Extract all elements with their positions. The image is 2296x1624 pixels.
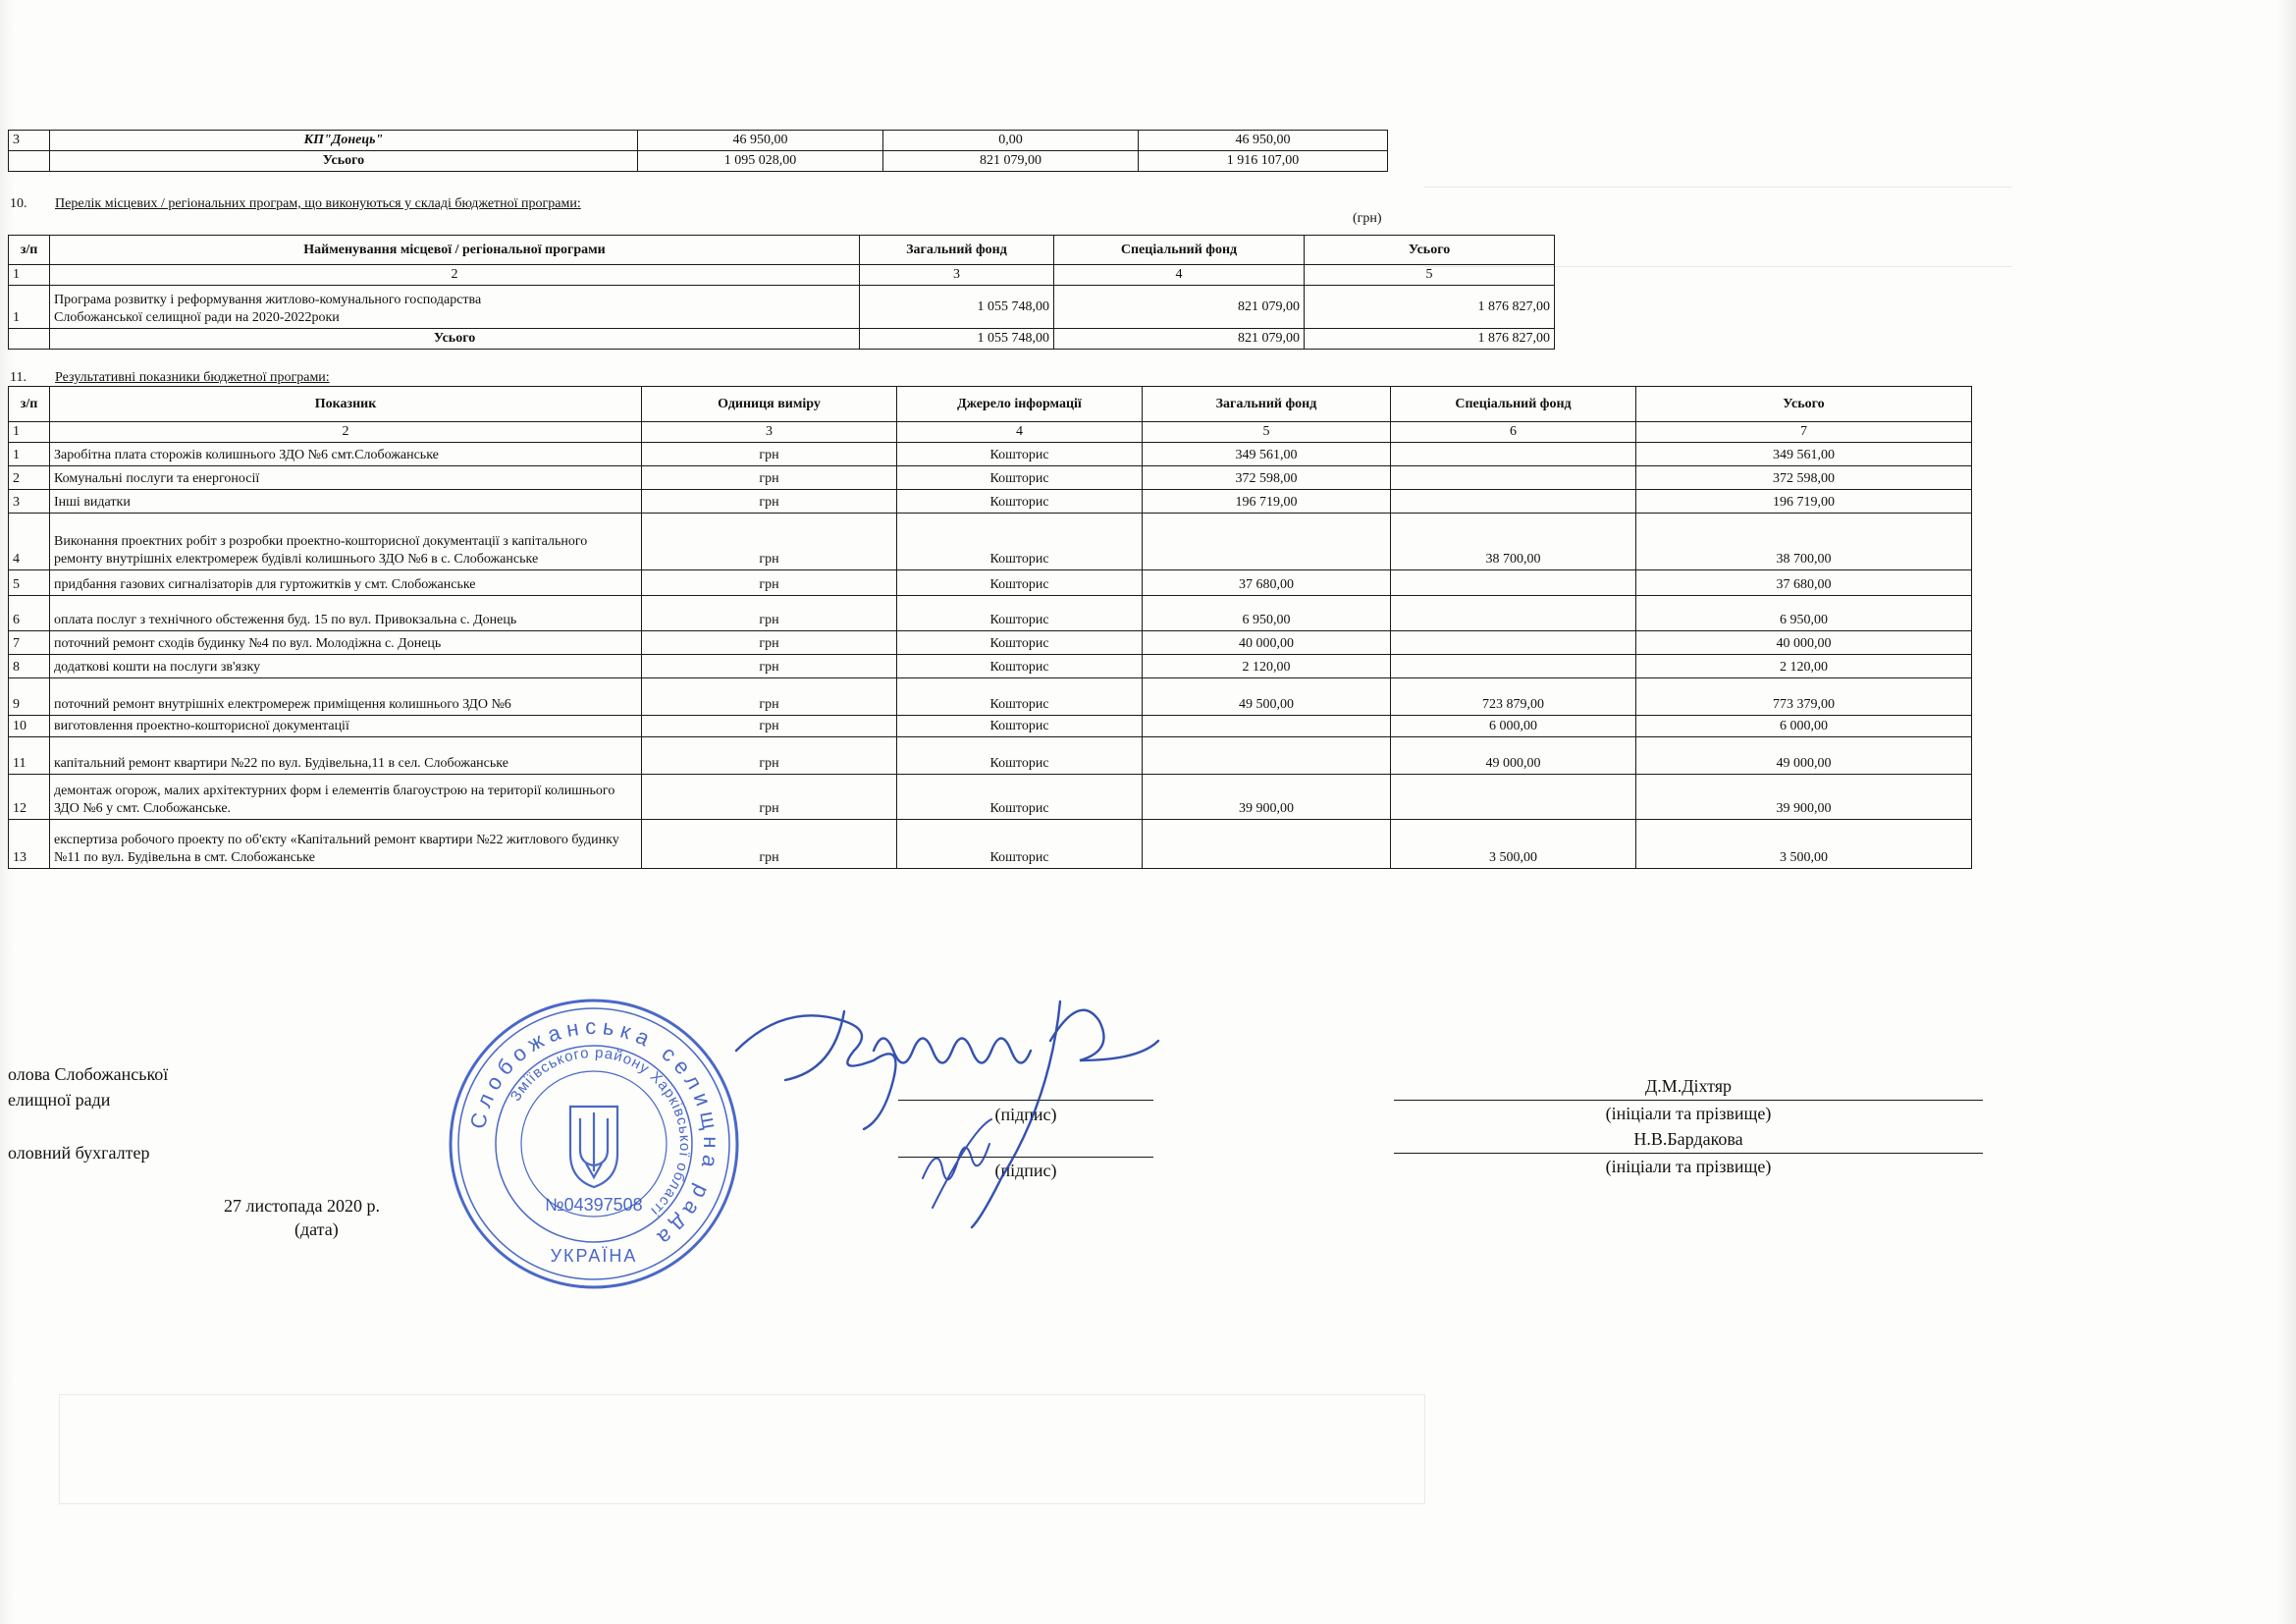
- row-number: 10: [9, 716, 50, 737]
- section-number: 10.: [10, 196, 27, 211]
- unit-of-measure: грн: [642, 466, 897, 490]
- special-fund-value: 821 079,00: [1054, 286, 1305, 329]
- general-fund-value: 2 120,00: [1143, 655, 1391, 678]
- info-source: Кошторис: [897, 466, 1143, 490]
- unit-of-measure: грн: [642, 490, 897, 514]
- info-source: Кошторис: [897, 514, 1143, 570]
- section-11-title: [10, 370, 330, 386]
- program-name-line: Слобожанської селищної ради на 2020-2022роки: [54, 310, 340, 325]
- table-row: [9, 466, 1972, 490]
- column-number-row: [9, 422, 1972, 443]
- unit-of-measure: грн: [642, 716, 897, 737]
- column-number-row: [9, 265, 1555, 286]
- row-number: 12: [9, 775, 50, 820]
- col-number: 2: [50, 265, 860, 286]
- info-source: Кошторис: [897, 490, 1143, 514]
- row-name: Усього: [50, 151, 638, 172]
- info-source: Кошторис: [897, 716, 1143, 737]
- info-source: Кошторис: [897, 570, 1143, 596]
- indicators-table: [8, 386, 1972, 869]
- row-number: [9, 151, 50, 172]
- special-fund-value: 0,00: [883, 131, 1139, 151]
- unit-of-measure: грн: [642, 570, 897, 596]
- col-number: 4: [1054, 265, 1305, 286]
- col-number: 1: [9, 422, 50, 443]
- special-fund-value: 6 000,00: [1391, 716, 1636, 737]
- indicator-name: Заробітна плата сторожів колишнього ЗДО №6 смт.Слобожанське: [50, 443, 642, 466]
- header-unit: Одиниця виміру: [642, 387, 897, 422]
- signature-caption: (підпис): [994, 1161, 1057, 1180]
- seal-text: Слобожанська селищна рада: [464, 1013, 724, 1255]
- col-number: 7: [1636, 422, 1972, 443]
- total-value: 1 876 827,00: [1305, 329, 1555, 350]
- row-number: 8: [9, 655, 50, 678]
- col-number: 3: [642, 422, 897, 443]
- seal-code: №04397508: [545, 1195, 643, 1215]
- total-value: 49 000,00: [1636, 737, 1972, 775]
- general-fund-value: 37 680,00: [1143, 570, 1391, 596]
- head-title-line: елищної ради: [8, 1090, 111, 1110]
- table-row: [9, 151, 1388, 172]
- total-value: 6 000,00: [1636, 716, 1972, 737]
- section-number: 11.: [10, 370, 27, 385]
- signature-caption: (підпис): [994, 1105, 1057, 1124]
- program-name: [50, 286, 860, 329]
- header-total: Усього: [1636, 387, 1972, 422]
- info-source: Кошторис: [897, 678, 1143, 716]
- row-number: 1: [9, 443, 50, 466]
- row-number: 4: [9, 514, 50, 570]
- indicator-name: демонтаж огорож, малих архітектурних форм і елементів благоустрою на території колишнього ЗДО №6 у смт. Слобожанське.: [50, 775, 642, 820]
- info-source: Кошторис: [897, 737, 1143, 775]
- total-value: 46 950,00: [1139, 131, 1388, 151]
- total-value: 349 561,00: [1636, 443, 1972, 466]
- indicator-name: Виконання проектних робіт з розробки проектно-кошторисної документації з капітального ремонту внутрішніх електромереж будівлі колишнього ЗДО №6 в с. Слобожанське: [50, 514, 642, 570]
- trident-icon: [570, 1107, 617, 1187]
- total-value: 39 900,00: [1636, 775, 1972, 820]
- special-fund-value: 3 500,00: [1391, 820, 1636, 869]
- unit-of-measure: грн: [642, 443, 897, 466]
- top-table: [8, 130, 1388, 172]
- unit-of-measure: грн: [642, 655, 897, 678]
- row-number: 3: [9, 131, 50, 151]
- header-indicator: Показник: [50, 387, 642, 422]
- total-value: 37 680,00: [1636, 570, 1972, 596]
- unit-of-measure: грн: [642, 514, 897, 570]
- info-source: Кошторис: [897, 775, 1143, 820]
- general-fund-value: 46 950,00: [638, 131, 883, 151]
- total-value: 1 916 107,00: [1139, 151, 1388, 172]
- row-number: 11: [9, 737, 50, 775]
- table-header-row: [9, 236, 1555, 265]
- total-value: 773 379,00: [1636, 678, 1972, 716]
- total-value: 6 950,00: [1636, 596, 1972, 631]
- special-fund-value: [1391, 466, 1636, 490]
- date-value: 27 листопада 2020 р.: [224, 1196, 381, 1216]
- accountant-name: Н.В.Бардакова: [1633, 1129, 1743, 1149]
- indicator-name: капітальний ремонт квартири №22 по вул. Будівельна,11 в сел. Слобожанське: [50, 737, 642, 775]
- table-row: [9, 490, 1972, 514]
- special-fund-value: [1391, 596, 1636, 631]
- info-source: Кошторис: [897, 596, 1143, 631]
- special-fund-value: 821 079,00: [883, 151, 1139, 172]
- row-name: КП"Донець": [50, 131, 638, 151]
- program-name-line: Програма розвитку і реформування житлово-комунального господарства: [54, 293, 482, 307]
- unit-of-measure: грн: [642, 820, 897, 869]
- header-general: Загальний фонд: [1143, 387, 1391, 422]
- col-number: 5: [1143, 422, 1391, 443]
- col-number: 5: [1305, 265, 1555, 286]
- special-fund-value: 723 879,00: [1391, 678, 1636, 716]
- table-header-row: [9, 387, 1972, 422]
- special-fund-value: [1391, 655, 1636, 678]
- official-seal: [447, 997, 741, 1291]
- general-fund-value: [1143, 514, 1391, 570]
- general-fund-value: 6 950,00: [1143, 596, 1391, 631]
- special-fund-value: [1391, 570, 1636, 596]
- total-row: [9, 329, 1555, 350]
- empty-cell: [9, 329, 50, 350]
- accountant-name-line: [1394, 1153, 1983, 1154]
- table-row: [9, 570, 1972, 596]
- section-heading: Перелік місцевих / регіональних програм, що виконуються у складі бюджетної програми:: [55, 196, 581, 211]
- indicator-name: поточний ремонт внутрішніх електромереж приміщення колишнього ЗДО №6: [50, 678, 642, 716]
- col-number: 2: [50, 422, 642, 443]
- table-row: [9, 716, 1972, 737]
- total-value: 2 120,00: [1636, 655, 1972, 678]
- row-number: 3: [9, 490, 50, 514]
- table-row: [9, 655, 1972, 678]
- table-row: [9, 596, 1972, 631]
- header-source: Джерело інформації: [897, 387, 1143, 422]
- info-source: Кошторис: [897, 820, 1143, 869]
- head-name: Д.М.Діхтяр: [1644, 1076, 1733, 1096]
- table-row: [9, 678, 1972, 716]
- table-row: [9, 131, 1388, 151]
- special-fund-value: 38 700,00: [1391, 514, 1636, 570]
- section-10-title: [10, 196, 581, 212]
- total-value: 40 000,00: [1636, 631, 1972, 655]
- general-fund-value: [1143, 820, 1391, 869]
- general-fund-value: 196 719,00: [1143, 490, 1391, 514]
- programs-table: [8, 235, 1555, 350]
- total-value: 372 598,00: [1636, 466, 1972, 490]
- col-number: 6: [1391, 422, 1636, 443]
- info-source: Кошторис: [897, 443, 1143, 466]
- table-row: [9, 737, 1972, 775]
- general-fund-value: 372 598,00: [1143, 466, 1391, 490]
- header-total: Усього: [1305, 236, 1555, 265]
- unit-of-measure: грн: [642, 631, 897, 655]
- general-fund-value: 349 561,00: [1143, 443, 1391, 466]
- indicators-body: [9, 443, 1972, 869]
- info-source: Кошторис: [897, 655, 1143, 678]
- indicator-name: виготовлення проектно-кошторисної документації: [50, 716, 642, 737]
- row-number: 6: [9, 596, 50, 631]
- accountant-title: оловний бухгалтер: [8, 1143, 150, 1163]
- table-row: [9, 820, 1972, 869]
- indicator-name: придбання газових сигналізаторів для гуртожитків у смт. Слобожанське: [50, 570, 642, 596]
- row-number: 2: [9, 466, 50, 490]
- general-fund-value: 1 055 748,00: [860, 286, 1054, 329]
- table-row: [9, 443, 1972, 466]
- row-number: 13: [9, 820, 50, 869]
- name-caption: (ініціали та прізвище): [1605, 1157, 1772, 1176]
- header-program-name: Найменування місцевої / регіональної програми: [50, 236, 860, 265]
- col-number: 4: [897, 422, 1143, 443]
- table-row: [9, 286, 1555, 329]
- section-heading: Результативні показники бюджетної програми:: [55, 370, 330, 385]
- special-fund-value: [1391, 631, 1636, 655]
- total-value: 3 500,00: [1636, 820, 1972, 869]
- header-general: Загальний фонд: [860, 236, 1054, 265]
- show-through-table: [59, 1394, 1425, 1504]
- row-number: 7: [9, 631, 50, 655]
- special-fund-value: [1391, 775, 1636, 820]
- general-fund-value: 1 055 748,00: [860, 329, 1054, 350]
- indicator-name: додаткові кошти на послуги зв'язку: [50, 655, 642, 678]
- indicator-name: оплата послуг з технічного обстеження буд. 15 по вул. Привокзальна с. Донець: [50, 596, 642, 631]
- header-num: з/п: [9, 236, 50, 265]
- total-value: 38 700,00: [1636, 514, 1972, 570]
- unit-of-measure: грн: [642, 596, 897, 631]
- row-number: 9: [9, 678, 50, 716]
- general-fund-value: [1143, 716, 1391, 737]
- header-special: Спеціальний фонд: [1391, 387, 1636, 422]
- seal-text: Зміївського району Харківської області: [507, 1044, 694, 1220]
- col-number: 3: [860, 265, 1054, 286]
- table-row: [9, 631, 1972, 655]
- general-fund-value: 49 500,00: [1143, 678, 1391, 716]
- indicator-name: експертиза робочого проекту по об'єкту «Капітальний ремонт квартири №22 житлового будинку №11 по вул. Будівельна в смт. Слобожанське: [50, 820, 642, 869]
- special-fund-value: 49 000,00: [1391, 737, 1636, 775]
- name-caption: (ініціали та прізвище): [1605, 1104, 1772, 1123]
- unit-of-measure: грн: [642, 737, 897, 775]
- header-num: з/п: [9, 387, 50, 422]
- total-value: 196 719,00: [1636, 490, 1972, 514]
- special-fund-value: [1391, 443, 1636, 466]
- general-fund-value: [1143, 737, 1391, 775]
- currency-unit: (грн): [1353, 211, 1382, 226]
- table-row: [9, 775, 1972, 820]
- indicator-name: Інші видатки: [50, 490, 642, 514]
- info-source: Кошторис: [897, 631, 1143, 655]
- indicator-name: поточний ремонт сходів будинку №4 по вул. Молодіжна с. Донець: [50, 631, 642, 655]
- unit-of-measure: грн: [642, 678, 897, 716]
- general-fund-value: 39 900,00: [1143, 775, 1391, 820]
- header-special: Спеціальний фонд: [1054, 236, 1305, 265]
- head-name-line: [1394, 1100, 1983, 1101]
- special-fund-value: 821 079,00: [1054, 329, 1305, 350]
- general-fund-value: 1 095 028,00: [638, 151, 883, 172]
- date-caption: (дата): [294, 1219, 339, 1239]
- row-number: 5: [9, 570, 50, 596]
- indicator-name: Комунальні послуги та енергоносії: [50, 466, 642, 490]
- seal-country: УКРАЇНА: [550, 1246, 638, 1266]
- special-fund-value: [1391, 490, 1636, 514]
- head-title-line: олова Слобожанської: [8, 1064, 169, 1084]
- unit-of-measure: грн: [642, 775, 897, 820]
- table-row: [9, 514, 1972, 570]
- row-number: 1: [9, 286, 50, 329]
- total-value: 1 876 827,00: [1305, 286, 1555, 329]
- total-label: Усього: [50, 329, 860, 350]
- handwritten-signature: [726, 982, 1178, 1237]
- col-number: 1: [9, 265, 50, 286]
- general-fund-value: 40 000,00: [1143, 631, 1391, 655]
